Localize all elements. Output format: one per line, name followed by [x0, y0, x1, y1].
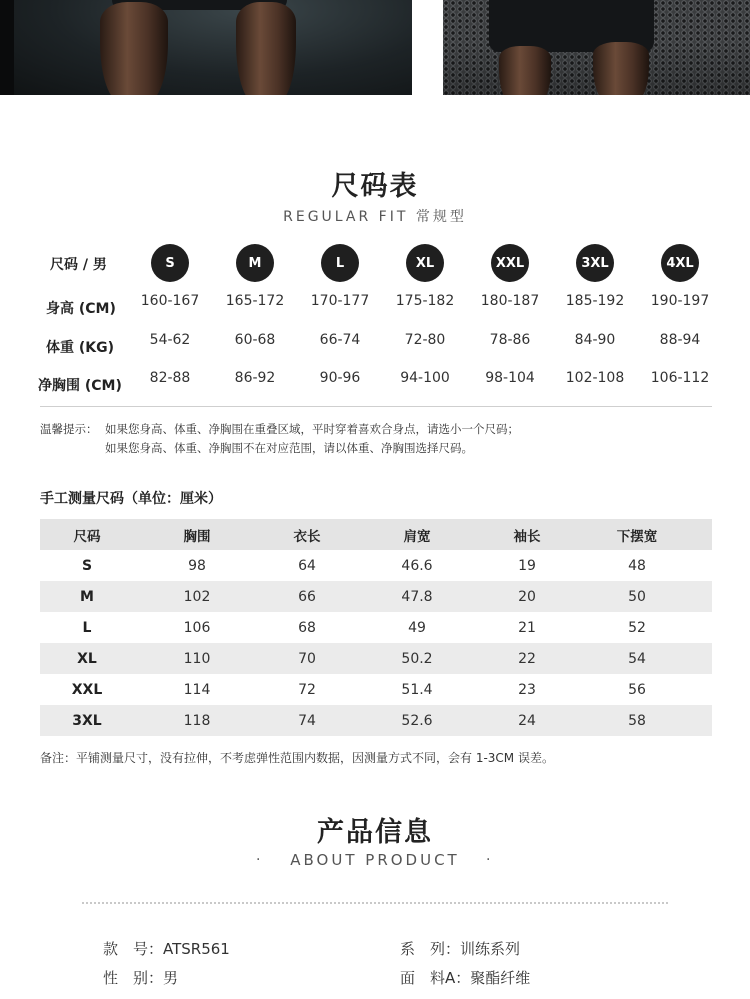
table-cell: 54	[628, 650, 646, 667]
field-gender	[103, 967, 178, 988]
table-cell: 49	[408, 619, 426, 636]
table-cell: 20	[518, 588, 536, 605]
table-cell: 64	[298, 557, 316, 574]
table-cell: XL	[77, 650, 97, 667]
field-series	[400, 938, 520, 959]
table-cell: 50	[628, 588, 646, 605]
tip-line-1: 如果您身高、体重、净胸围在重叠区域，平时穿着喜欢合身点，请选小一个尺码；	[105, 422, 519, 436]
field-value: 男	[163, 969, 179, 987]
dotted-divider	[82, 902, 668, 904]
measure-table	[40, 519, 712, 736]
size-cell: 90-96	[319, 370, 361, 386]
table-row	[40, 581, 712, 612]
table-cell: 102	[183, 588, 211, 605]
table-cell: 3XL	[72, 712, 102, 729]
table-row	[40, 674, 712, 705]
table-cell: L	[82, 619, 92, 636]
leg-right	[593, 42, 649, 95]
table-cell: 46.6	[401, 557, 433, 574]
table-cell: 72	[298, 681, 316, 698]
measure-note: 备注：平铺测量尺寸，没有拉伸，不考虑弹性范围内数据，因测量方式不同，会有 1-3CM 误差。	[40, 751, 554, 765]
table-cell: 47.8	[401, 588, 433, 605]
product-info-title: 产品信息	[317, 817, 433, 848]
table-header-cell: 尺码	[73, 528, 101, 545]
table-cell: 52.6	[401, 712, 433, 729]
size-cell: 170-177	[310, 293, 370, 309]
size-circle: 3XL	[576, 244, 614, 282]
table-cell: 70	[298, 650, 316, 667]
size-circle: XL	[406, 244, 444, 282]
size-circle: 4XL	[661, 244, 699, 282]
divider	[40, 406, 712, 407]
size-cell: 160-167	[140, 293, 200, 309]
size-cell: 180-187	[480, 293, 540, 309]
table-cell: S	[81, 557, 93, 574]
size-cell: 66-74	[319, 332, 361, 348]
size-chart-title: 尺码表	[331, 171, 419, 202]
table-header-row	[40, 519, 712, 550]
field-fabric	[400, 967, 530, 988]
table-cell: 118	[183, 712, 211, 729]
size-cell: 82-88	[149, 370, 191, 386]
table-cell: 58	[628, 712, 646, 729]
field-label: 面 料A：	[400, 969, 471, 987]
size-circle: M	[236, 244, 274, 282]
size-cell: 102-108	[565, 370, 625, 386]
field-label: 性 别：	[103, 969, 164, 987]
size-chart-subtitle: REGULAR FIT 常规型	[283, 209, 467, 225]
table-cell: 48	[628, 557, 646, 574]
table-cell: 98	[188, 557, 206, 574]
size-row-label: 身高 (CM)	[46, 301, 116, 317]
table-cell: M	[80, 588, 94, 605]
size-circle: L	[321, 244, 359, 282]
table-row	[40, 612, 712, 643]
table-cell: 19	[518, 557, 536, 574]
table-cell: 106	[183, 619, 211, 636]
size-cell: 175-182	[395, 293, 455, 309]
field-label: 款 号：	[103, 940, 164, 958]
table-cell: 114	[183, 681, 211, 698]
decor-dot-right: ·	[486, 852, 491, 868]
table-header-cell: 肩宽	[403, 528, 431, 545]
size-cell: 98-104	[485, 370, 535, 386]
decor-dot-left: ·	[256, 852, 261, 868]
table-cell: 110	[183, 650, 211, 667]
table-cell: 56	[628, 681, 646, 698]
product-photo-left	[0, 0, 412, 95]
table-cell: 22	[518, 650, 536, 667]
table-header-cell: 下摆宽	[616, 528, 658, 545]
size-cell: 165-172	[225, 293, 285, 309]
leg-left	[499, 46, 551, 95]
measure-table-title: 手工测量尺码（单位：厘米）	[40, 491, 222, 507]
product-info-subtitle: ABOUT PRODUCT	[290, 851, 460, 869]
table-cell: 52	[628, 619, 646, 636]
table-row	[40, 705, 712, 736]
size-cell: 185-192	[565, 293, 625, 309]
product-photo-right	[443, 0, 750, 95]
table-cell: 74	[298, 712, 316, 729]
size-cell: 72-80	[404, 332, 446, 348]
size-row-label: 净胸围 (CM)	[38, 378, 122, 394]
photo-shadow	[0, 0, 14, 95]
table-header-cell: 衣长	[293, 528, 321, 545]
table-cell: XXL	[71, 681, 103, 698]
table-row	[40, 643, 712, 674]
size-cell: 60-68	[234, 332, 276, 348]
size-cell: 94-100	[400, 370, 450, 386]
field-value: 训练系列	[460, 940, 521, 958]
tip-label: 温馨提示：	[40, 422, 98, 436]
table-cell: 66	[298, 588, 316, 605]
leg-left	[100, 2, 168, 95]
table-cell: 50.2	[401, 650, 433, 667]
size-cell: 86-92	[234, 370, 276, 386]
table-header-cell: 胸围	[183, 528, 211, 545]
size-cell: 84-90	[574, 332, 616, 348]
field-style-number	[103, 938, 230, 959]
size-cell: 190-197	[650, 293, 710, 309]
size-header-label: 尺码 / 男	[50, 257, 107, 273]
table-row	[40, 550, 712, 581]
size-cell: 88-94	[659, 332, 701, 348]
size-row-label: 体重 (KG)	[46, 340, 115, 356]
size-circle: XXL	[491, 244, 529, 282]
size-cell: 54-62	[149, 332, 191, 348]
size-cell: 106-112	[650, 370, 710, 386]
tip-line-2: 如果您身高、体重、净胸围不在对应范围，请以体重、净胸围选择尺码。	[105, 441, 473, 455]
table-cell: 51.4	[401, 681, 433, 698]
leg-right	[236, 2, 296, 95]
table-header-cell: 袖长	[513, 528, 541, 545]
field-value: ATSR561	[163, 940, 230, 958]
table-cell: 68	[298, 619, 316, 636]
size-circle: S	[151, 244, 189, 282]
table-cell: 23	[518, 681, 536, 698]
field-label: 系 列：	[400, 940, 461, 958]
field-value: 聚酯纤维	[470, 969, 531, 987]
table-cell: 21	[518, 619, 536, 636]
size-cell: 78-86	[489, 332, 531, 348]
table-cell: 24	[518, 712, 536, 729]
